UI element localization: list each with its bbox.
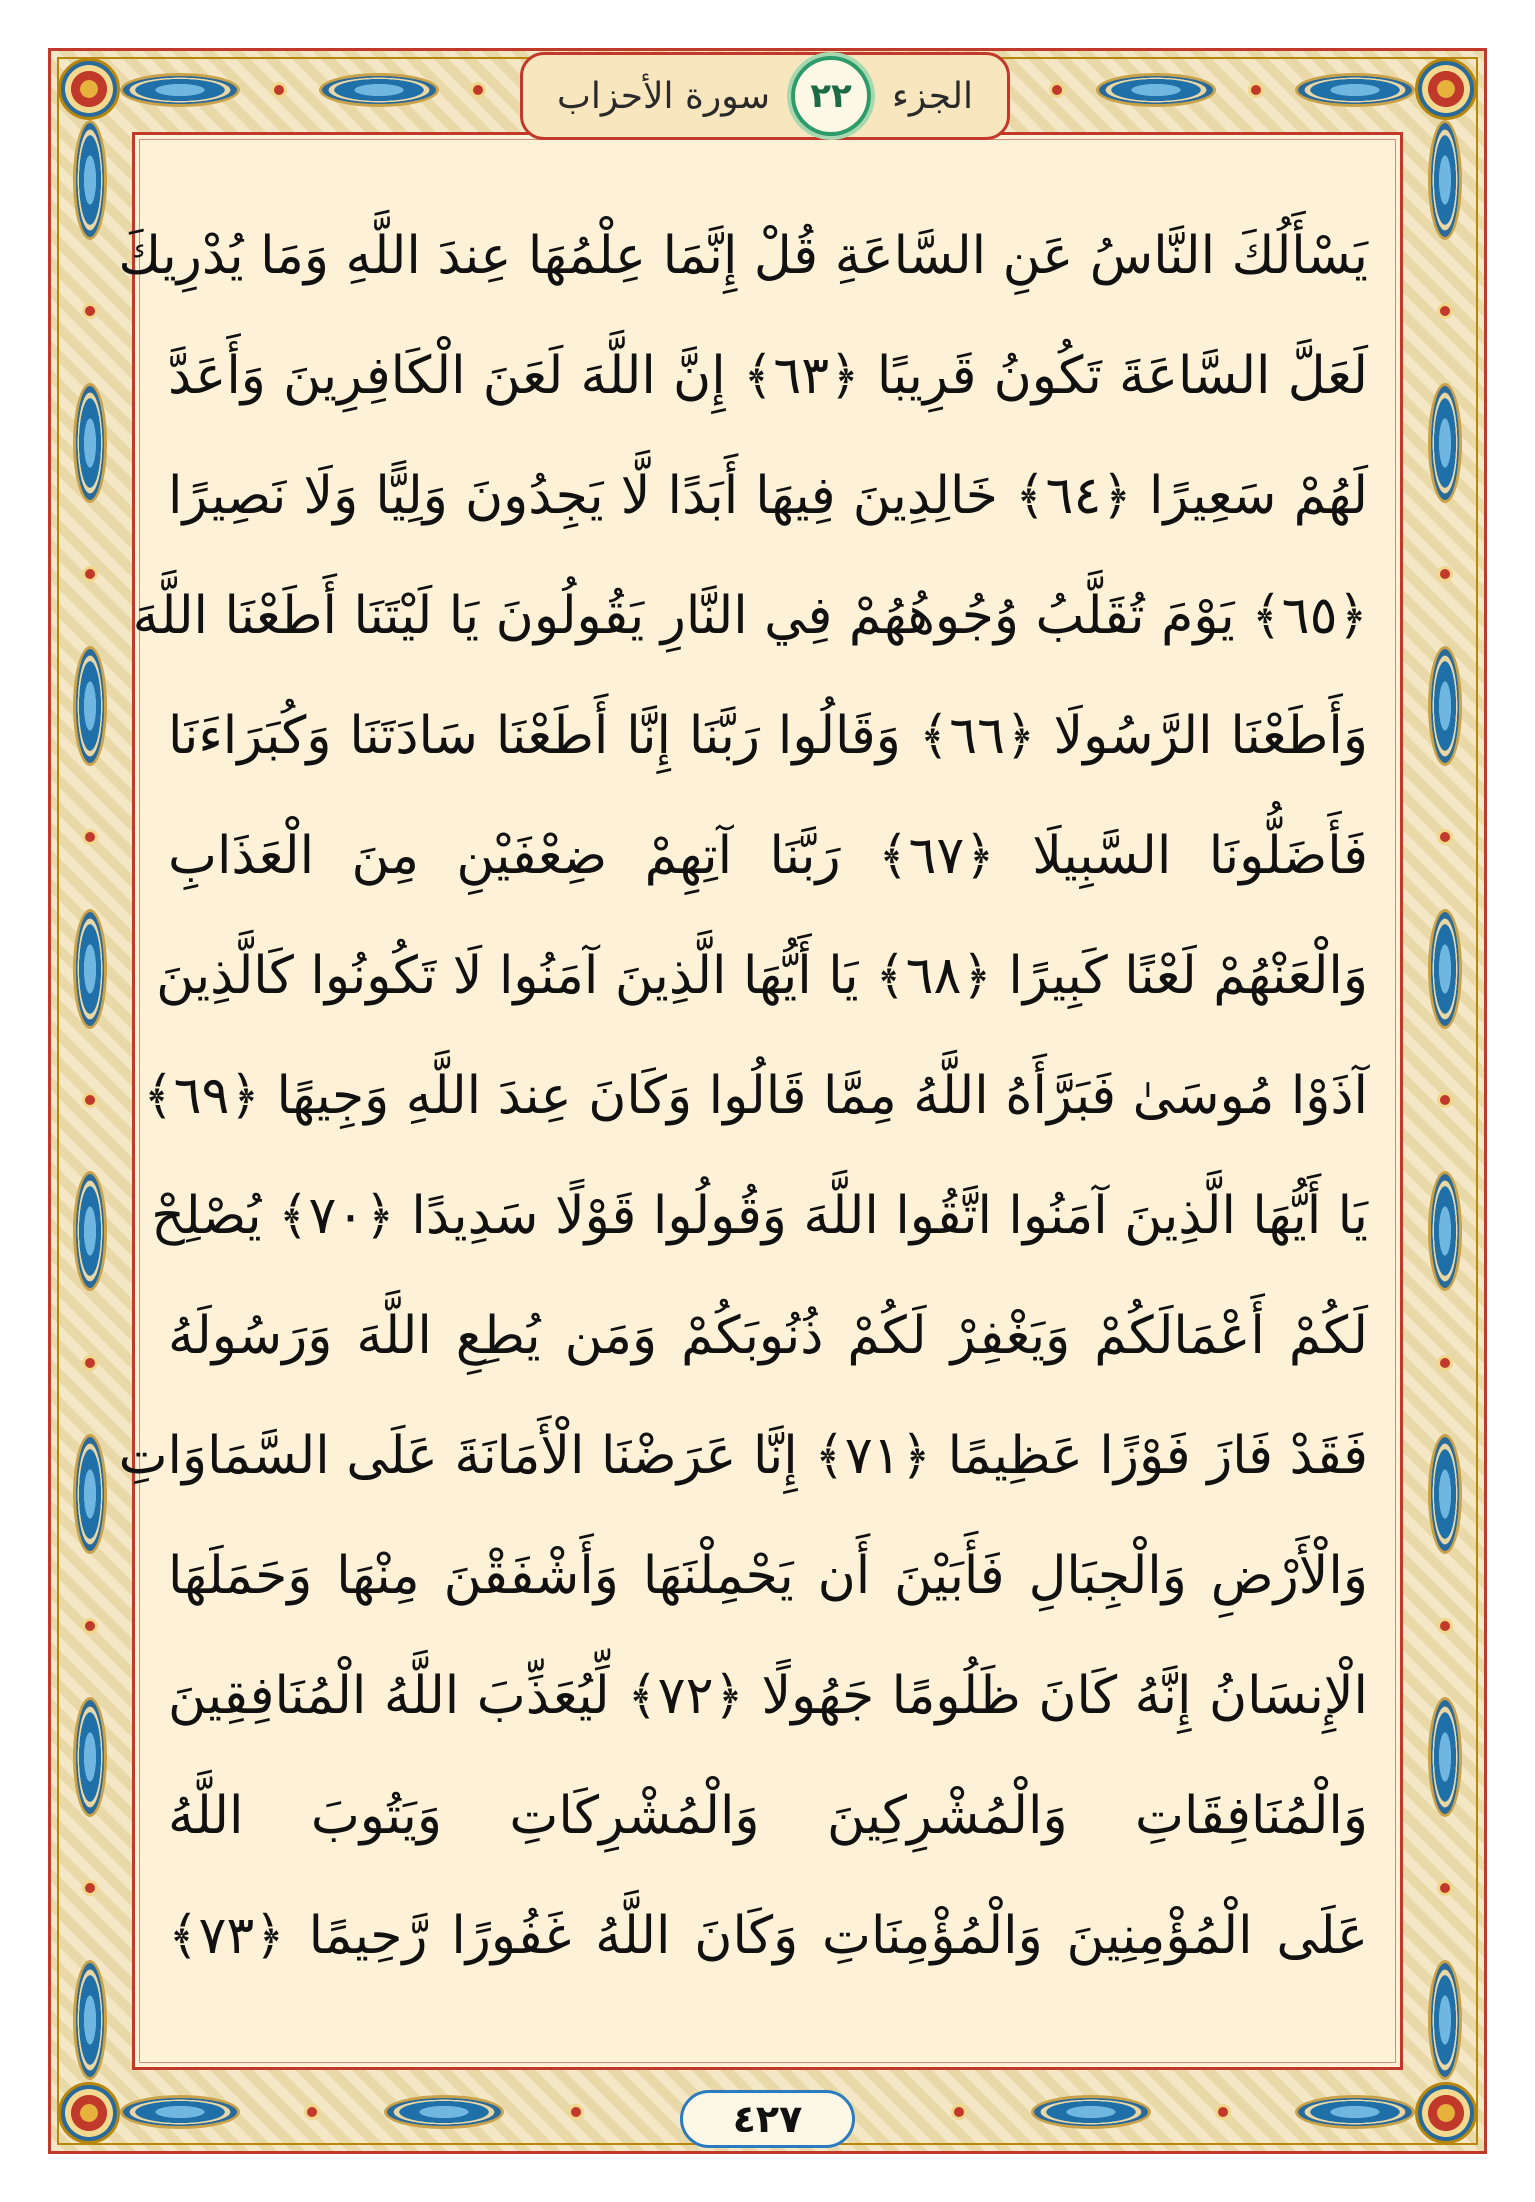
verse-line-text: يَا أَيُّهَا الَّذِينَ آمَنُوا اتَّقُوا اللَّهَ وَقُولُوا قَوْلًا سَدِيدًا ﴿٧٠﴾ يُصْلِحْ (151, 1186, 1368, 1246)
dot-ornament-icon (1437, 829, 1453, 845)
verse-line (143, 1036, 1368, 1156)
dot-ornament-icon (1049, 82, 1065, 98)
dot-ornament-icon (82, 566, 98, 582)
oval-ornament-icon (73, 1697, 107, 1817)
oval-ornament-icon (120, 73, 240, 107)
verse-line (168, 1636, 1368, 1756)
oval-ornament-icon (73, 120, 107, 240)
verse-line-text: ﴿٦٥﴾ يَوْمَ تُقَلَّبُ وُجُوهُهُمْ فِي النَّارِ يَقُولُونَ يَا لَيْتَنَا أَطَعْنَا اللَّهَ (132, 586, 1368, 646)
oval-ornament-icon (1428, 1434, 1462, 1554)
dot-ornament-icon (1437, 1880, 1453, 1896)
verse-line-text: وَالْأَرْضِ وَالْجِبَالِ فَأَبَيْنَ أَن يَحْمِلْنَهَا وَأَشْفَقْنَ مِنْهَا وَحَمَلَهَا (168, 1546, 1368, 1606)
verse-line-text: وَالْمُنَافِقَاتِ وَالْمُشْرِكِينَ وَالْمُشْرِكَاتِ وَيَتُوبَ اللَّهُ (168, 1786, 1368, 1846)
verse-line-text: فَأَضَلُّونَا السَّبِيلَا ﴿٦٧﴾ رَبَّنَا آتِهِمْ ضِعْفَيْنِ مِنَ الْعَذَابِ (168, 826, 1368, 886)
juz-number-badge: ٢٢ (791, 56, 871, 136)
right-border-ornaments (1410, 120, 1480, 2080)
dot-ornament-icon (82, 1618, 98, 1634)
oval-ornament-icon (73, 383, 107, 503)
corner-rosette-icon (58, 2082, 120, 2144)
oval-ornament-icon (1295, 2095, 1415, 2129)
oval-ornament-icon (1428, 909, 1462, 1029)
verse-line-text: يَسْأَلُكَ النَّاسُ عَنِ السَّاعَةِ قُلْ إِنَّمَا عِلْمُهَا عِندَ اللَّهِ وَمَا يُدْرِيكَ (118, 226, 1368, 286)
verse-line-text: آذَوْا مُوسَىٰ فَبَرَّأَهُ اللَّهُ مِمَّا قَالُوا وَكَانَ عِندَ اللَّهِ وَجِيهًا ﴿٦٩﴾ (143, 1066, 1368, 1126)
dot-ornament-icon (82, 829, 98, 845)
oval-ornament-icon (1428, 383, 1462, 503)
dot-ornament-icon (1215, 2104, 1231, 2120)
juz-label: الجزء (892, 75, 973, 117)
verse-line (118, 1396, 1368, 1516)
verse-line-text: وَأَطَعْنَا الرَّسُولَا ﴿٦٦﴾ وَقَالُوا رَبَّنَا إِنَّا أَطَعْنَا سَادَتَنَا وَكُبَرَاءَنَا (168, 706, 1368, 766)
left-border-ornaments (55, 120, 125, 2080)
dot-ornament-icon (1437, 1618, 1453, 1634)
corner-rosette-icon (1415, 58, 1477, 120)
oval-ornament-icon (384, 2095, 504, 2129)
dot-ornament-icon (951, 2104, 967, 2120)
dot-ornament-icon (568, 2104, 584, 2120)
verse-line-text: لَهُمْ سَعِيرًا ﴿٦٤﴾ خَالِدِينَ فِيهَا أَبَدًا لَّا يَجِدُونَ وَلِيًّا وَلَا نَصِيرًا (168, 466, 1368, 526)
dot-ornament-icon (1437, 1355, 1453, 1371)
verse-line (168, 316, 1368, 436)
verse-line (168, 1276, 1368, 1396)
verse-line-text: الْإِنسَانُ إِنَّهُ كَانَ ظَلُومًا جَهُولًا ﴿٧٢﴾ لِّيُعَذِّبَ اللَّهُ الْمُنَافِقِينَ (168, 1666, 1368, 1726)
verse-line-text: لَعَلَّ السَّاعَةَ تَكُونُ قَرِيبًا ﴿٦٣﴾ إِنَّ اللَّهَ لَعَنَ الْكَافِرِينَ وَأَعَدَّ (168, 346, 1368, 406)
dot-ornament-icon (82, 303, 98, 319)
oval-ornament-icon (1428, 646, 1462, 766)
oval-ornament-icon (120, 2095, 240, 2129)
verse-lines (118, 196, 1368, 1996)
oval-ornament-icon (1428, 1960, 1462, 2080)
oval-ornament-icon (73, 1960, 107, 2080)
oval-ornament-icon (1428, 1171, 1462, 1291)
verse-line-text: لَكُمْ أَعْمَالَكُمْ وَيَغْفِرْ لَكُمْ ذُنُوبَكُمْ وَمَن يُطِعِ اللَّهَ وَرَسُولَهُ (168, 1306, 1368, 1366)
verse-line (156, 916, 1368, 1036)
corner-rosette-icon (58, 58, 120, 120)
dot-ornament-icon (82, 1355, 98, 1371)
dot-ornament-icon (304, 2104, 320, 2120)
dot-ornament-icon (1248, 82, 1264, 98)
oval-ornament-icon (1096, 73, 1216, 107)
oval-ornament-icon (1428, 120, 1462, 240)
verse-line (168, 436, 1368, 556)
verse-line (132, 556, 1368, 676)
dot-ornament-icon (1437, 1092, 1453, 1108)
verse-line (168, 1516, 1368, 1636)
oval-ornament-icon (1295, 73, 1415, 107)
dot-ornament-icon (1437, 566, 1453, 582)
dot-ornament-icon (82, 1092, 98, 1108)
surah-name: سورة الأحزاب (557, 75, 770, 117)
verse-line (118, 196, 1368, 316)
verse-line-text: وَالْعَنْهُمْ لَعْنًا كَبِيرًا ﴿٦٨﴾ يَا أَيُّهَا الَّذِينَ آمَنُوا لَا تَكُونُوا كَالَّذِينَ (156, 946, 1368, 1006)
dot-ornament-icon (271, 82, 287, 98)
verse-line-text: فَقَدْ فَازَ فَوْزًا عَظِيمًا ﴿٧١﴾ إِنَّا عَرَضْنَا الْأَمَانَةَ عَلَى السَّمَاوَاتِ (118, 1426, 1368, 1486)
dot-ornament-icon (1437, 303, 1453, 319)
oval-ornament-icon (73, 909, 107, 1029)
verse-line (168, 1756, 1368, 1876)
oval-ornament-icon (73, 1171, 107, 1291)
oval-ornament-icon (319, 73, 439, 107)
verse-line-text: عَلَى الْمُؤْمِنِينَ وَالْمُؤْمِنَاتِ وَكَانَ اللَّهُ غَفُورًا رَّحِيمًا ﴿٧٣﴾ (168, 1906, 1368, 1966)
page-header (520, 52, 1010, 140)
verse-line (168, 1876, 1368, 1996)
verse-line (168, 796, 1368, 916)
dot-ornament-icon (470, 82, 486, 98)
verse-line (168, 676, 1368, 796)
verse-line (151, 1156, 1368, 1276)
page-number: ٤٢٧ (680, 2090, 855, 2148)
oval-ornament-icon (1031, 2095, 1151, 2129)
dot-ornament-icon (82, 1880, 98, 1896)
corner-rosette-icon (1415, 2082, 1477, 2144)
oval-ornament-icon (1428, 1697, 1462, 1817)
oval-ornament-icon (73, 1434, 107, 1554)
oval-ornament-icon (73, 646, 107, 766)
